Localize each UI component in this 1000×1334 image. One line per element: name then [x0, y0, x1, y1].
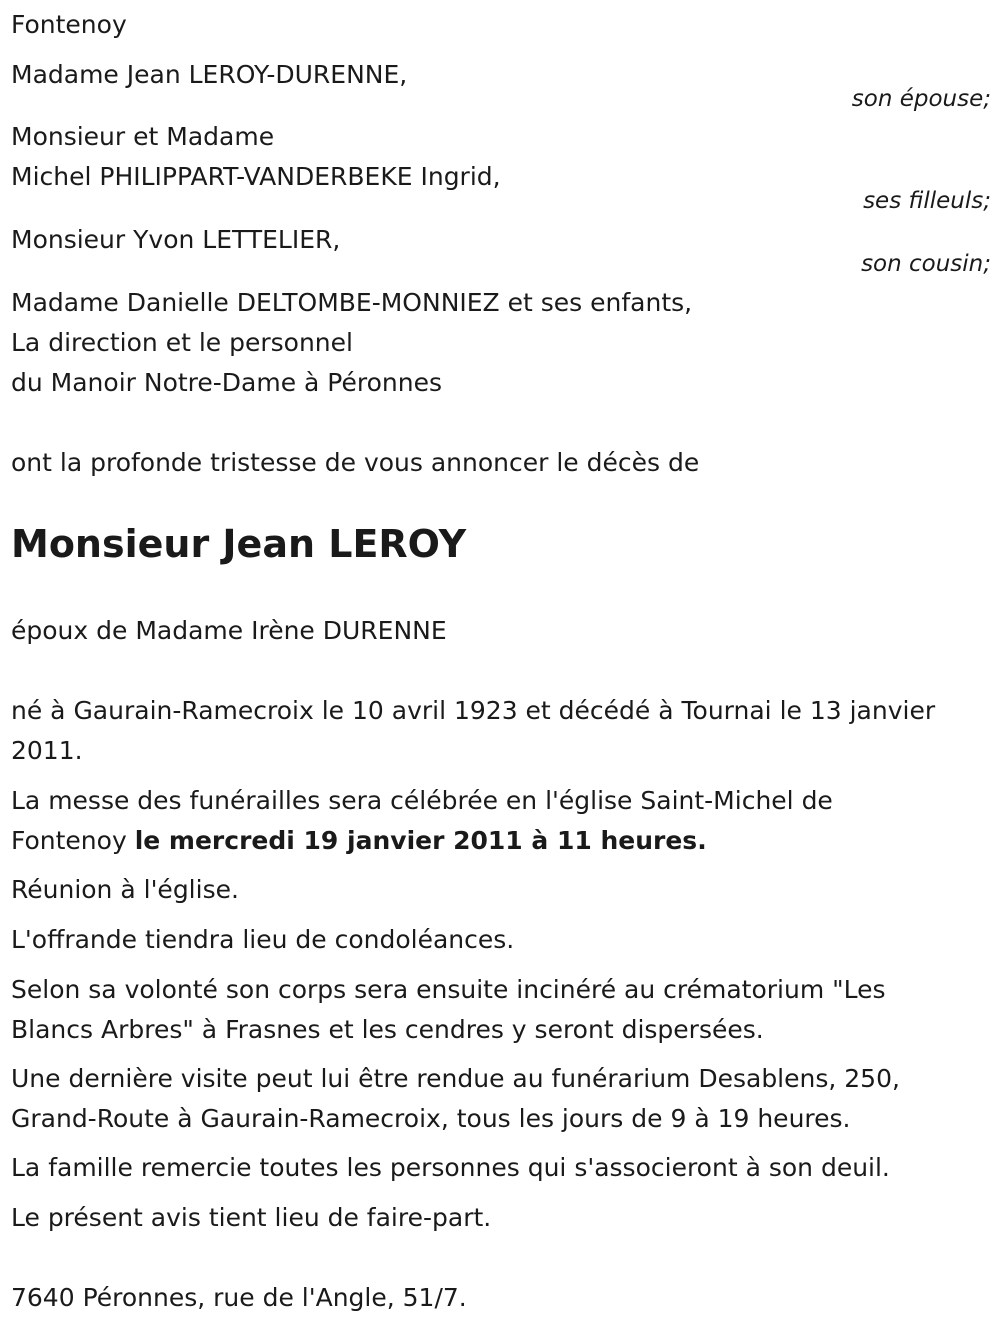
offering: L'offrande tiendra lieu de condoléances.	[11, 925, 515, 954]
cremation: Selon sa volonté son corps sera ensuite inciné​ré au crématorium "Les Blancs Arbres" à Frasnes et les cendres y seront dispersées.	[11, 975, 886, 1044]
mass-paragraph	[11, 781, 911, 861]
mass-date: le mercredi 19 janvier 2011 à 11 heures.	[134, 826, 707, 855]
wife-name: Madame Jean LEROY-DURENNE,	[11, 60, 408, 89]
deceased-name: Monsieur Jean LEROY	[11, 522, 467, 566]
godchildren-line-1: Monsieur et Madame	[11, 122, 275, 151]
notice: Le présent avis tient lieu de faire-part.	[11, 1203, 492, 1232]
thanks: La famille remercie toutes les personnes qui s'associeront à son deuil.	[11, 1153, 890, 1182]
godchildren-role: ses filleuls;	[863, 188, 991, 214]
wife-role: son épouse;	[851, 86, 991, 112]
announcement: ont la profonde tristesse de vous annoncer le décès de	[11, 448, 700, 477]
others-line-2: La direction et le personnel	[11, 328, 353, 357]
mass-text: La messe des funérailles sera célébrée en l'église Saint-Michel de Fontenoy	[11, 786, 833, 855]
cousin-role: son cousin;	[861, 251, 991, 277]
address: 7640 Péronnes, rue de l'Angle, 51/7.	[11, 1283, 467, 1312]
place-header: Fontenoy	[11, 10, 127, 39]
spouse-of: époux de Madame Irène DURENNE	[11, 616, 447, 645]
visit: Une dernière visite peut lui être rendue au funérarium Desablens, 250, Grand-Route à Gaurain-Ramecroix, tous les jours de 9 à 19 heures.	[11, 1064, 900, 1133]
godchildren-line-2: Michel PHILIPPART-VANDERBEKE Ingrid,	[11, 162, 501, 191]
cousin-name: Monsieur Yvon LETTELIER,	[11, 225, 341, 254]
birth-death: né à Gaurain-Ramecroix le 10 avril 1923 et décédé à Tournai le 13 janvier 2011.	[11, 696, 936, 765]
others-line-1: Madame Danielle DELTOMBE-MONNIEZ et ses enfants,	[11, 288, 693, 317]
meeting: Réunion à l'église.	[11, 875, 239, 904]
others-line-3: du Manoir Notre-Dame à Péronnes	[11, 368, 442, 397]
